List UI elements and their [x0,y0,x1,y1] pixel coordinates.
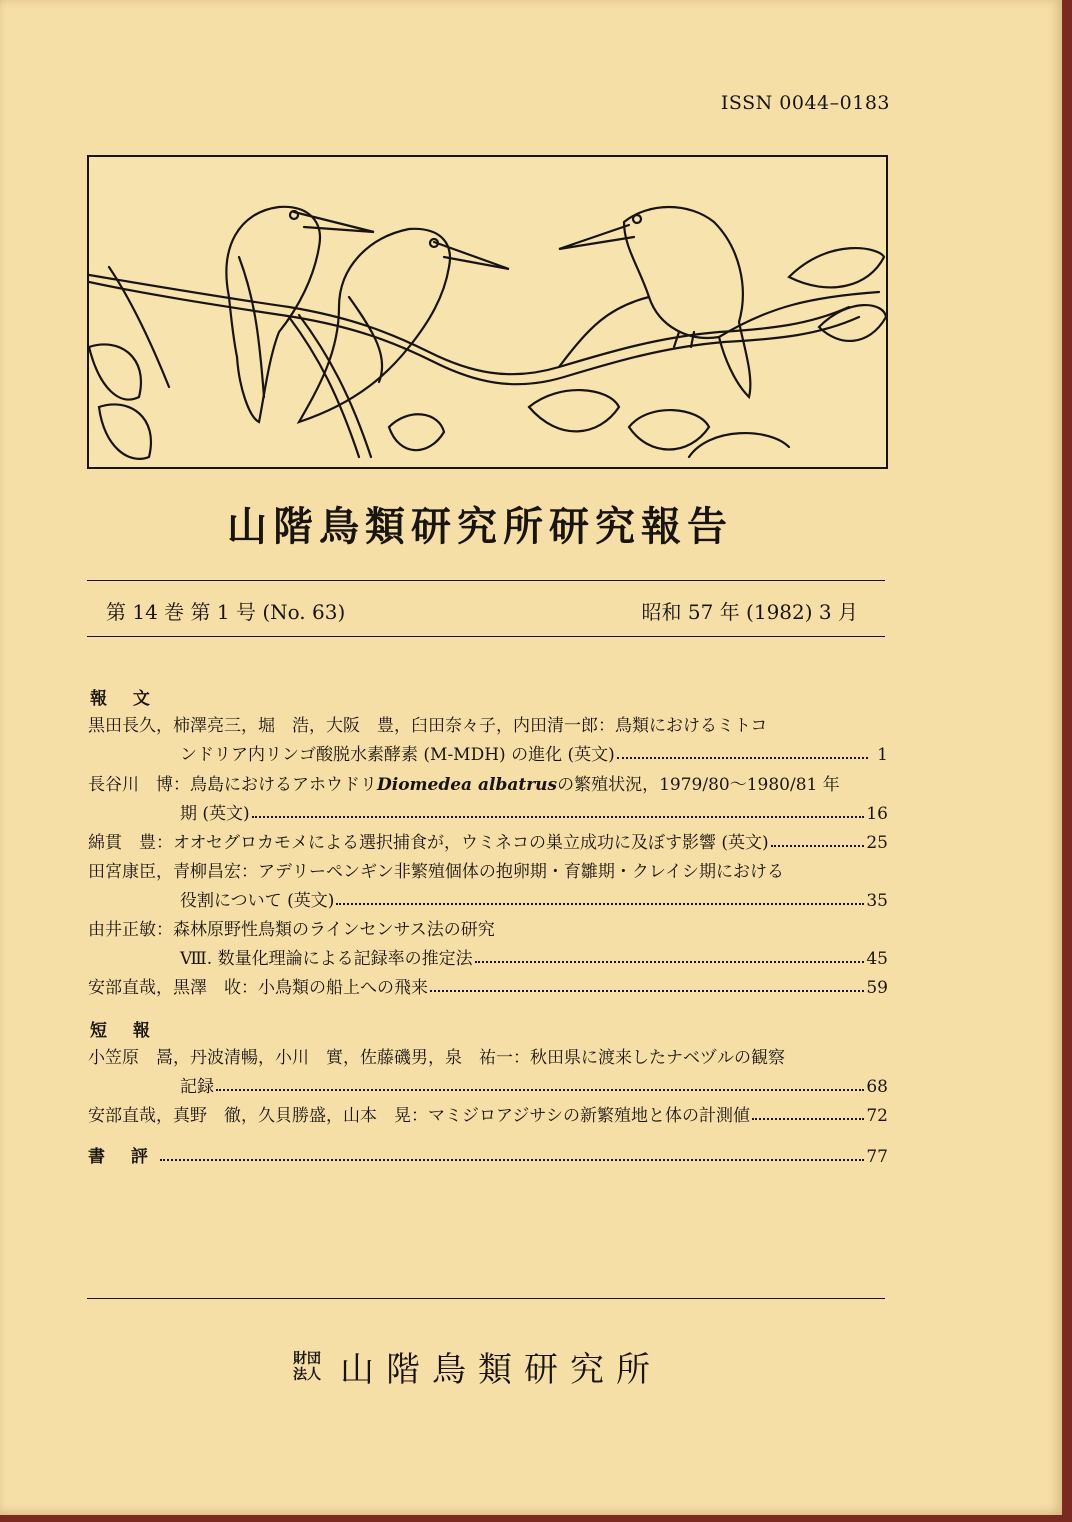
volume-issue: 第 14 巻 第 1 号 (No. 63) [106,600,346,624]
page-number: 45 [866,949,888,969]
divider-bottom [87,636,885,637]
issn-number: ISSN 0044–0183 [720,92,890,114]
toc-entry-6[interactable]: 安部直哉，黒澤 收：小鳥類の船上への飛来 59 [88,978,888,998]
toc-short-2[interactable]: 安部直哉，真野 徹，久貝勝盛，山本 晃：マミジロアジサシの新繁殖地と体の計測値 72 [88,1106,888,1126]
foundation-label: 財団 法人 [293,1350,321,1383]
toc-entry-5-line-2[interactable]: Ⅷ. 数量化理論による記録率の推定法 45 [180,949,888,969]
leaf [89,344,141,399]
short-reports-heading: 短 報 [90,1021,160,1041]
dot-leader [617,757,868,759]
toc-entry-2-line-2[interactable]: 期 (英文) 16 [180,804,888,824]
leaf [529,390,619,431]
dot-leader [336,903,864,905]
toc-short-1-line-2[interactable]: 記録 68 [180,1077,888,1097]
toc-reviews[interactable] [88,1142,888,1167]
page-number: 16 [866,804,888,824]
page-number: 1 [877,745,888,765]
middle-bird [299,229,509,422]
journal-title: 山階鳥類研究所研究報告 [227,503,733,550]
leaf [819,305,886,341]
page-number: 25 [866,833,888,853]
species-name: Diomedea albatrus [377,775,558,795]
page-number: 59 [866,978,888,998]
leaf [689,433,789,457]
toc-short-1-line-1: 小笠原 暠，丹波清暢，小川 實，佐藤磯男，泉 祐一：秋田県に渡来したナベヅルの観察 [88,1048,785,1068]
toc-entry-1-line-1: 黒田長久，柿澤亮三，堀 浩，大阪 豊，臼田奈々子，内田清一郎：鳥類におけるミトコ [88,716,768,736]
toc-entry-2-line-1: 長谷川 博：鳥島におけるアホウドリ Diomedea albatrus の繁殖状況，1979/80～1980/81 年 [88,775,840,795]
footer-divider [87,1298,885,1299]
branch [89,275,849,374]
publisher-name: 山階鳥類研究所 [340,1350,662,1390]
toc-entry-4-line-2[interactable]: 役割について (英文) 35 [180,891,888,911]
publisher [292,1342,662,1391]
dot-leader [771,845,865,847]
page-number: 77 [866,1147,888,1167]
toc-entry-5-line-1: 由井正敏：森林原野性鳥類のラインセンサス法の研究 [88,920,495,940]
birds-on-branch-drawing [89,157,886,467]
leaf [99,404,151,458]
leaf [389,414,444,450]
page-number: 35 [866,891,888,911]
kingfisher-illustration [87,155,888,469]
dot-leader [160,1159,864,1161]
dot-leader [752,1118,864,1120]
toc-entry-4-line-1: 田宮康臣，青柳昌宏：アデリーペンギン非繁殖個体の抱卵期・育雛期・クレイシ期における [88,862,784,882]
dot-leader [430,990,864,992]
reviews-heading: 書 評 [88,1147,158,1167]
divider-top [87,580,885,581]
dot-leader [475,961,865,963]
left-bird [226,207,374,422]
issue-date: 昭和 57 年 (1982) 3 月 [641,600,858,624]
articles-heading: 報 文 [90,689,160,709]
toc-entry-1-line-2[interactable]: ンドリア内リンゴ酸脱水素酵素 (M-MDH) の進化 (英文) 1 [180,745,888,765]
right-bird [559,207,750,397]
toc-entry-3[interactable]: 綿貫 豊：オオセグロカモメによる選択捕食が，ウミネコの巣立成功に及ぼす影響 (英文) 25 [88,833,888,853]
page-number: 68 [866,1077,888,1097]
leaf [789,248,884,287]
dot-leader [216,1089,864,1091]
page-number: 72 [866,1106,888,1126]
dot-leader [252,816,865,818]
leaf [629,410,709,449]
